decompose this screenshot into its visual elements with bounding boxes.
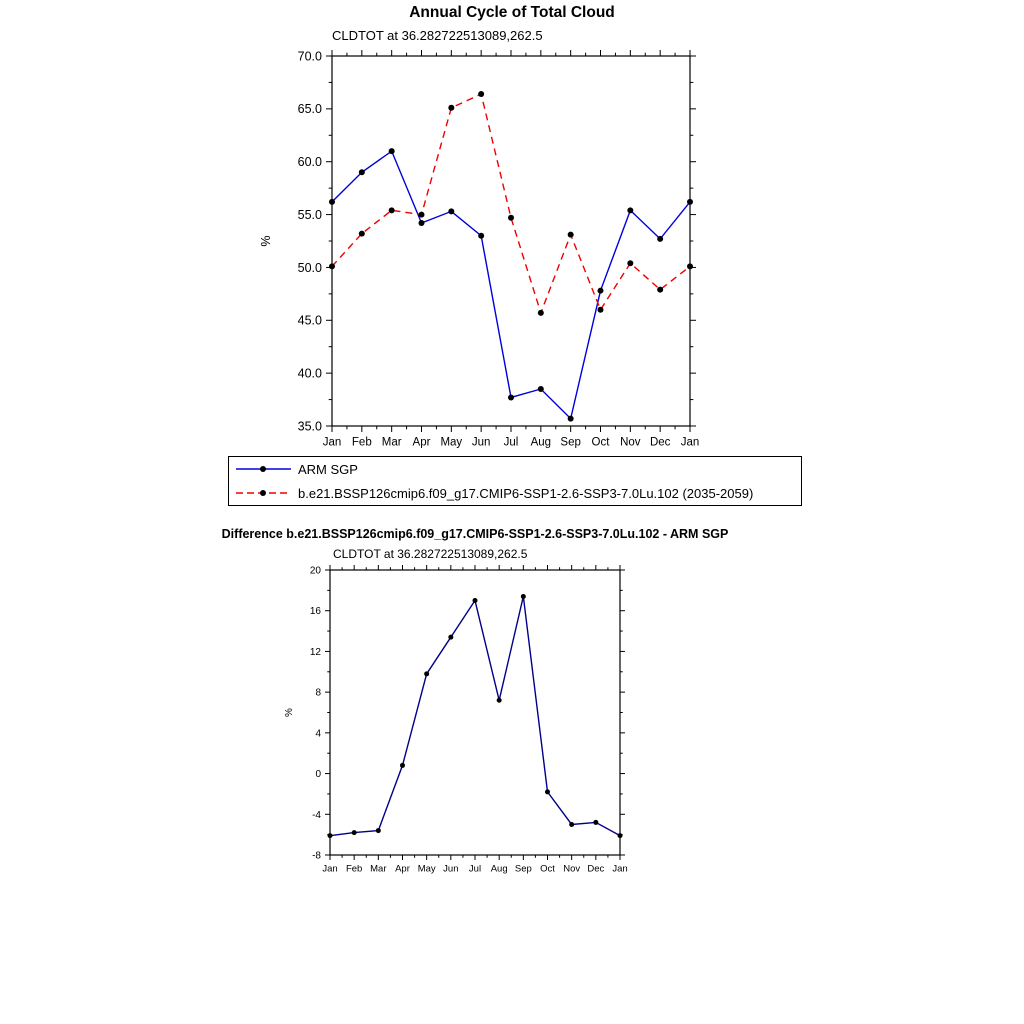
svg-text:50.0: 50.0 <box>297 260 322 275</box>
svg-text:65.0: 65.0 <box>297 102 322 117</box>
svg-text:%: % <box>259 235 273 247</box>
svg-text:Jan: Jan <box>612 863 628 875</box>
svg-text:Jan: Jan <box>322 436 342 449</box>
svg-text:Mar: Mar <box>381 436 402 449</box>
svg-text:Aug: Aug <box>490 863 508 875</box>
annual-cycle-plot <box>240 44 740 454</box>
svg-text:0: 0 <box>315 769 321 781</box>
svg-text:Jul: Jul <box>468 863 482 875</box>
svg-text:Aug: Aug <box>530 436 552 449</box>
svg-text:Jul: Jul <box>503 436 519 449</box>
svg-text:Jan: Jan <box>680 436 700 449</box>
svg-text:-8: -8 <box>312 850 321 862</box>
svg-text:60.0: 60.0 <box>297 155 322 170</box>
svg-text:45.0: 45.0 <box>297 313 322 328</box>
top-chart-title <box>0 4 1024 22</box>
legend-marker-red-dashed-line-icon <box>234 485 294 501</box>
svg-text:Dec: Dec <box>587 863 605 875</box>
svg-text:35.0: 35.0 <box>297 419 322 434</box>
page-title: Annual Cycle of Total Cloud <box>409 4 615 21</box>
svg-text:Oct: Oct <box>540 863 555 875</box>
legend-marker-blue-solid-line-icon <box>234 461 294 477</box>
svg-text:12: 12 <box>309 646 321 658</box>
svg-text:Jun: Jun <box>471 436 491 449</box>
svg-text:Nov: Nov <box>563 863 581 875</box>
svg-text:Dec: Dec <box>649 436 671 449</box>
svg-text:Nov: Nov <box>620 436 641 449</box>
svg-text:Mar: Mar <box>370 863 387 875</box>
legend-label-model: b.e21.BSSP126cmip6.f09_g17.CMIP6-SSP1-2.6-SSP3-7.0Lu.102 (2035-2059) <box>298 485 754 501</box>
svg-text:Sep: Sep <box>560 436 581 449</box>
svg-text:May: May <box>440 436 463 449</box>
difference-plot <box>250 558 690 883</box>
svg-text:Sep: Sep <box>514 863 532 875</box>
svg-text:May: May <box>417 863 436 875</box>
svg-text:16: 16 <box>309 606 321 618</box>
svg-text:Apr: Apr <box>412 436 431 449</box>
svg-text:%: % <box>284 708 295 717</box>
svg-text:Oct: Oct <box>591 436 610 449</box>
legend-box <box>228 456 802 506</box>
bottom-chart-subtitle: CLDTOT at 36.282722513089,262.5 <box>333 547 528 561</box>
svg-text:Feb: Feb <box>345 863 363 875</box>
legend-label-arm-sgp: ARM SGP <box>298 461 358 477</box>
legend-item-arm-sgp <box>234 457 801 481</box>
svg-text:20: 20 <box>309 565 321 577</box>
bottom-chart-title: Difference b.e21.BSSP126cmip6.f09_g17.CMIP6-SSP1-2.6-SSP3-7.0Lu.102 - ARM SGP <box>221 527 729 541</box>
svg-text:-4: -4 <box>312 809 321 821</box>
svg-text:Jun: Jun <box>443 863 459 875</box>
svg-text:Jan: Jan <box>322 863 338 875</box>
svg-text:4: 4 <box>315 728 321 740</box>
svg-text:Apr: Apr <box>395 863 410 875</box>
legend-item-model <box>234 481 801 505</box>
svg-text:8: 8 <box>315 687 321 699</box>
svg-text:70.0: 70.0 <box>297 49 322 64</box>
top-chart-subtitle: CLDTOT at 36.282722513089,262.5 <box>332 28 543 43</box>
svg-text:Feb: Feb <box>351 436 372 449</box>
svg-text:55.0: 55.0 <box>297 207 322 222</box>
svg-text:40.0: 40.0 <box>297 366 322 381</box>
